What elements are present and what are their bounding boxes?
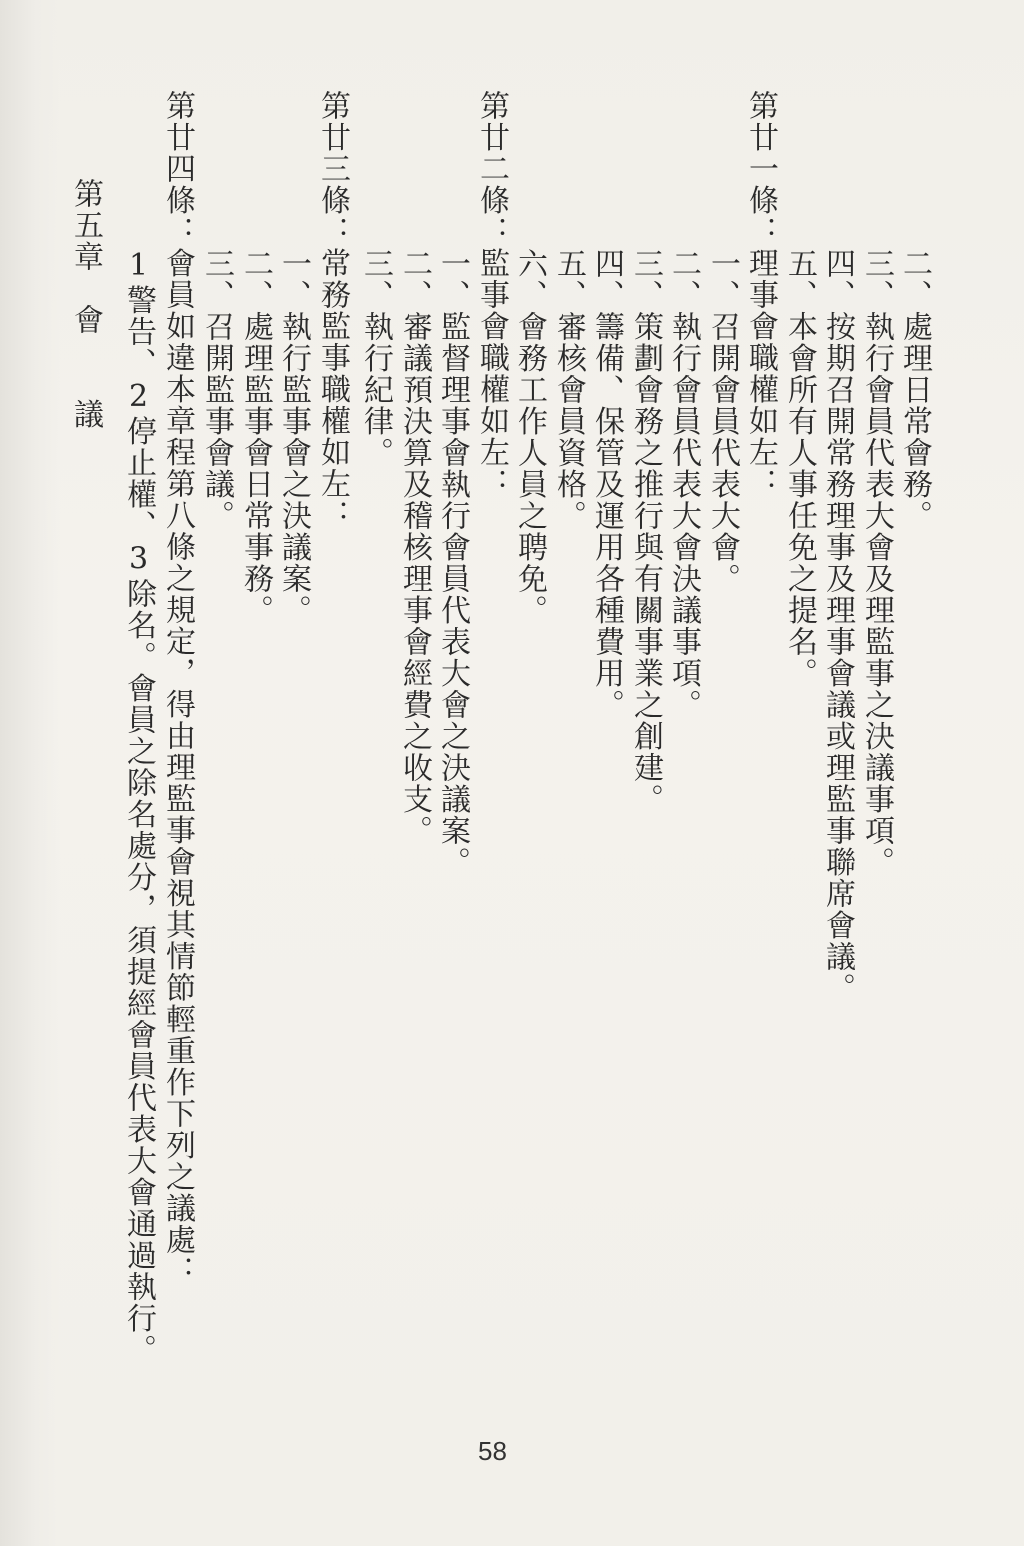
page-edge-shadow: [0, 0, 60, 1546]
text-column: 一、監督理事會執行會員代表大會之決議案。: [435, 248, 470, 878]
chapter-heading: 第五章 會 議: [68, 178, 103, 430]
text-column: 1警告、2停止權、3除名。會員之除名處分，須提經會員代表大會通過執行。: [121, 248, 156, 1366]
text-column: 一、召開會員代表大會。: [705, 248, 740, 595]
article-heading: 第廿二條：監事會職權如左：: [474, 90, 509, 500]
article-heading: 第廿三條：常務監事職權如左：: [315, 90, 350, 531]
text-column: 四、籌備、保管及運用各種費用。: [589, 248, 624, 721]
page-number: 58: [478, 1436, 507, 1466]
text-column: 六、會務工作人員之聘免。: [512, 248, 547, 626]
text-column: 四、按期召開常務理事及理事會議或理監事聯席會議。: [820, 248, 855, 1004]
text-column: 三、執行紀律。: [358, 248, 393, 469]
text-column: 三、策劃會務之推行與有關事業之創建。: [628, 248, 663, 815]
text-column: 二、執行會員代表大會決議事項。: [666, 248, 701, 721]
text-column: 五、本會所有人事任免之提名。: [782, 248, 817, 689]
text-column: 五、審核會員資格。: [551, 248, 586, 532]
text-column: 三、執行會員代表大會及理監事之決議事項。: [859, 248, 894, 878]
text-column: 一、執行監事會之決議案。: [276, 248, 311, 626]
text-column: 二、處理日常會務。: [897, 248, 932, 532]
text-column: 二、審議預決算及稽核理事會經費之收支。: [397, 248, 432, 847]
text-column: 二、處理監事會日常事務。: [238, 248, 273, 626]
article-heading: 第廿四條：會員如違本章程第八條之規定，得由理監事會視其情節輕重作下列之議處：: [160, 90, 195, 1287]
text-column: 三、召開監事會議。: [199, 248, 234, 532]
article-heading: 第廿一條：理事會職權如左：: [743, 90, 778, 500]
